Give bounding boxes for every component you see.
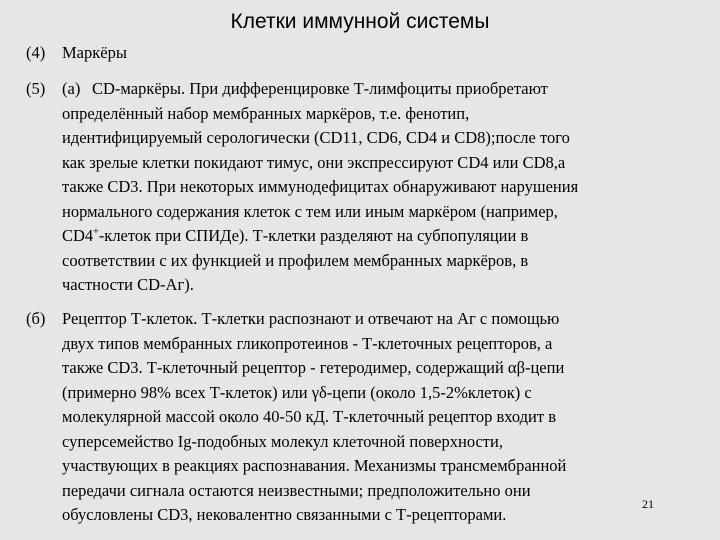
heading-number: (4) — [26, 43, 46, 62]
section-heading — [26, 41, 706, 66]
text-line: как зрелые клетки покидают тимус, они экспрессируют CD4 или CD8,а — [62, 152, 566, 172]
paragraph-a-letter: (а) — [62, 79, 81, 98]
text-line — [62, 224, 706, 249]
text-line: передачи сигнала остаются неизвестными; предположительно они — [62, 480, 531, 500]
text-line-content: -клеток при СПИДе). Т-клетки разделяют на субпопуляции в — [98, 226, 529, 245]
text-line — [62, 77, 706, 102]
cd4-text: CD4 — [62, 226, 94, 245]
text-line: определённый набор мембранных маркёров, т.е. фенотип, — [62, 103, 470, 123]
text-line: также CD3. При некоторых иммунодефицитах обнаруживают нарушения — [62, 177, 579, 196]
superscript-plus: + — [93, 226, 99, 238]
text-line: нормального содержания клеток с тем или иным маркёром (например, — [62, 201, 558, 221]
page-number: 21 — [642, 497, 654, 511]
text-line: Рецептор Т-клеток. Т-клетки распознают и отвечают на Аг с помощью — [62, 309, 560, 328]
slide-title: Клетки иммунной системы — [230, 10, 490, 33]
text-line: также CD3. Т-клеточный рецептор - гетеродимер, содержащий αβ-цепи — [62, 358, 565, 377]
text-line: молекулярной массой около 40-50 кД. Т-клеточный рецептор входит в — [62, 407, 557, 426]
paragraph-a-number: (5) — [26, 79, 46, 98]
text-line: (примерно 98% всех Т-клеток) или γδ-цепи (около 1,5-2%клеток) с — [62, 382, 532, 402]
text-line: суперсемейство Ig-подобных молекул клеточной поверхности, — [62, 431, 503, 451]
text-line: двух типов мембранных гликопротеинов - Т-клеточных рецепторов, а — [62, 333, 553, 353]
text-line: частности CD-Аг). — [62, 275, 194, 294]
heading-text: Маркёры — [62, 43, 127, 62]
paragraph-b — [26, 307, 706, 528]
text-line: идентифицируемый серологически (CD11, CD6, CD4 и CD8);после того — [62, 128, 570, 147]
text-line: соответствии с их функцией и профилем мембранных маркёров, в — [62, 250, 529, 270]
paragraph-b-letter: (б) — [26, 309, 46, 328]
text-line: участвующих в реакциях распознавания. Механизмы трансмембранной — [62, 456, 567, 475]
text-line: обусловлены CD3, нековалентно связанными с Т-рецепторами. — [62, 505, 507, 524]
paragraph-a — [26, 77, 706, 298]
text-line-content: CD-маркёры. При дифференцировке Т-лимфоциты приобретают — [92, 79, 548, 98]
